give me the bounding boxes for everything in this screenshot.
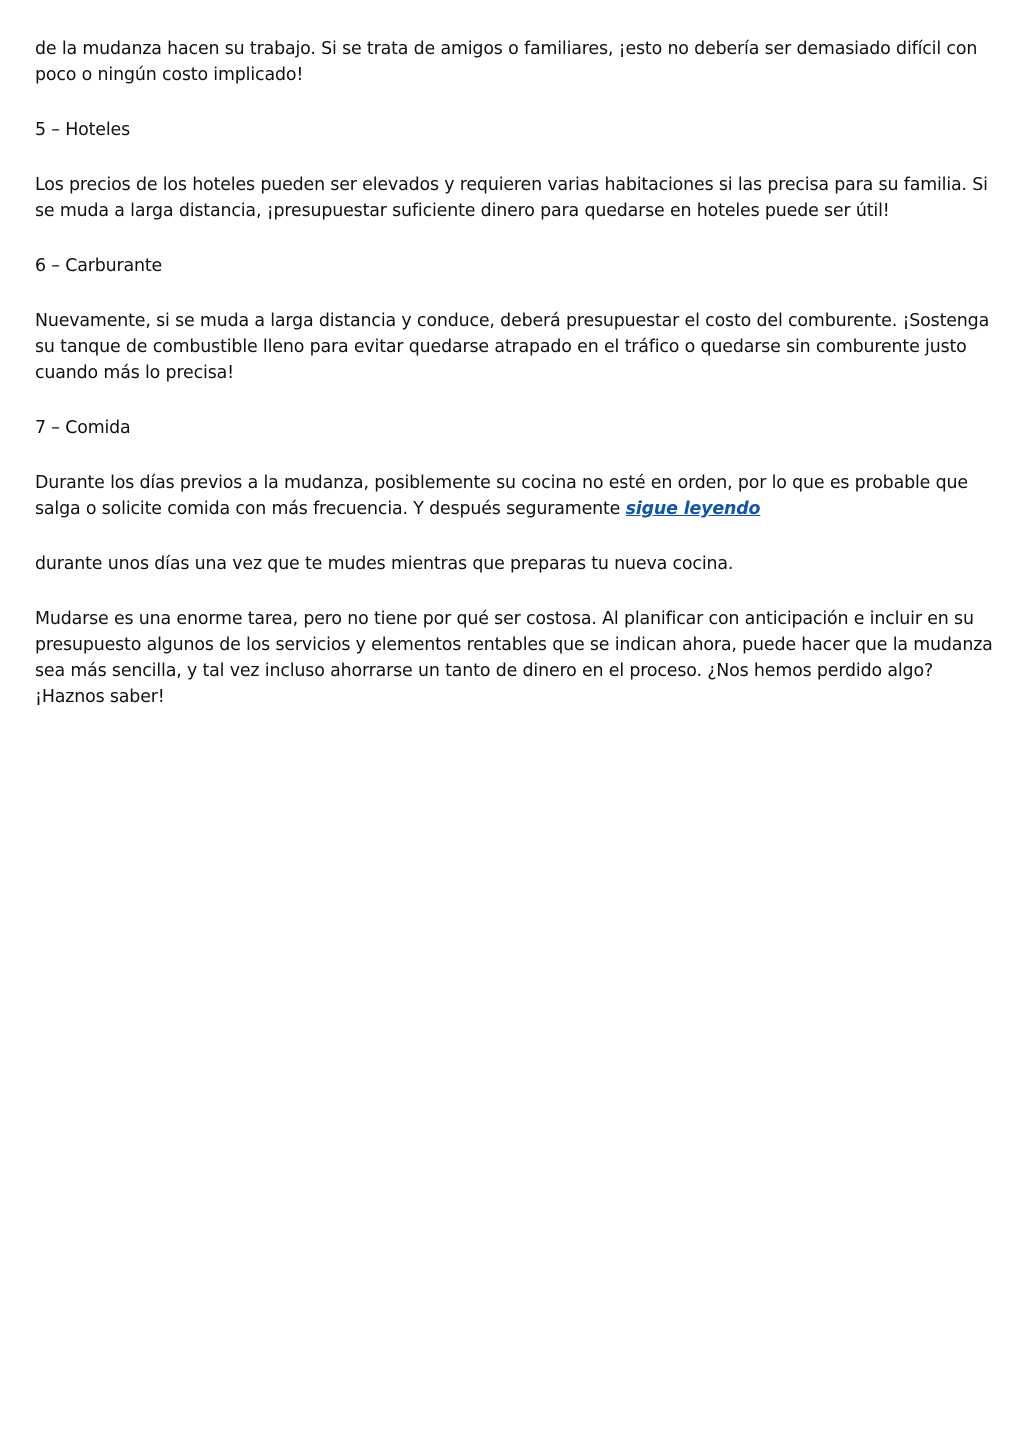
paragraph-hotels: Los precios de los hoteles pueden ser elevados y requieren varias habitaciones si las precisa para su familia. Si se muda a larga distancia, ¡presupuestar suficiente dinero para quedarse en hoteles puede ser útil! [35, 175, 988, 221]
paragraph-food-continued: durante unos días una vez que te mudes mientras que preparas tu nueva cocina. [35, 554, 734, 574]
paragraph-food-text: Durante los días previos a la mudanza, posiblemente su cocina no esté en orden, por lo que es probable que salga o solicite comida con más frecuencia. Y después seguramente [35, 473, 968, 519]
paragraph-movers-intro: de la mudanza hacen su trabajo. Si se trata de amigos o familiares, ¡esto no debería ser demasiado difícil con poco o ningún costo implicado! [35, 39, 978, 85]
paragraph-food [35, 470, 995, 522]
document-page [35, 36, 995, 739]
paragraph-fuel: Nuevamente, si se muda a larga distancia y conduce, deberá presupuestar el costo del comburente. ¡Sostenga su tanque de combustible lleno para evitar quedarse atrapado en el tráfico o quedarse sin comburente justo cuando más lo precisa! [35, 311, 990, 383]
read-more-link[interactable]: sigue leyendo [625, 499, 761, 519]
heading-fuel: 6 – Carburante [35, 256, 163, 276]
paragraph-conclusion: Mudarse es una enorme tarea, pero no tiene por qué ser costosa. Al planificar con anticipación e incluir en su presupuesto algunos de los servicios y elementos rentables que se indican ahora, puede hacer que la mudanza sea más sencilla, y tal vez incluso ahorrarse un tanto de dinero en el proceso. ¿Nos hemos perdido algo? ¡Haznos saber! [35, 609, 993, 707]
heading-hotels: 5 – Hoteles [35, 120, 130, 140]
heading-food: 7 – Comida [35, 418, 131, 438]
